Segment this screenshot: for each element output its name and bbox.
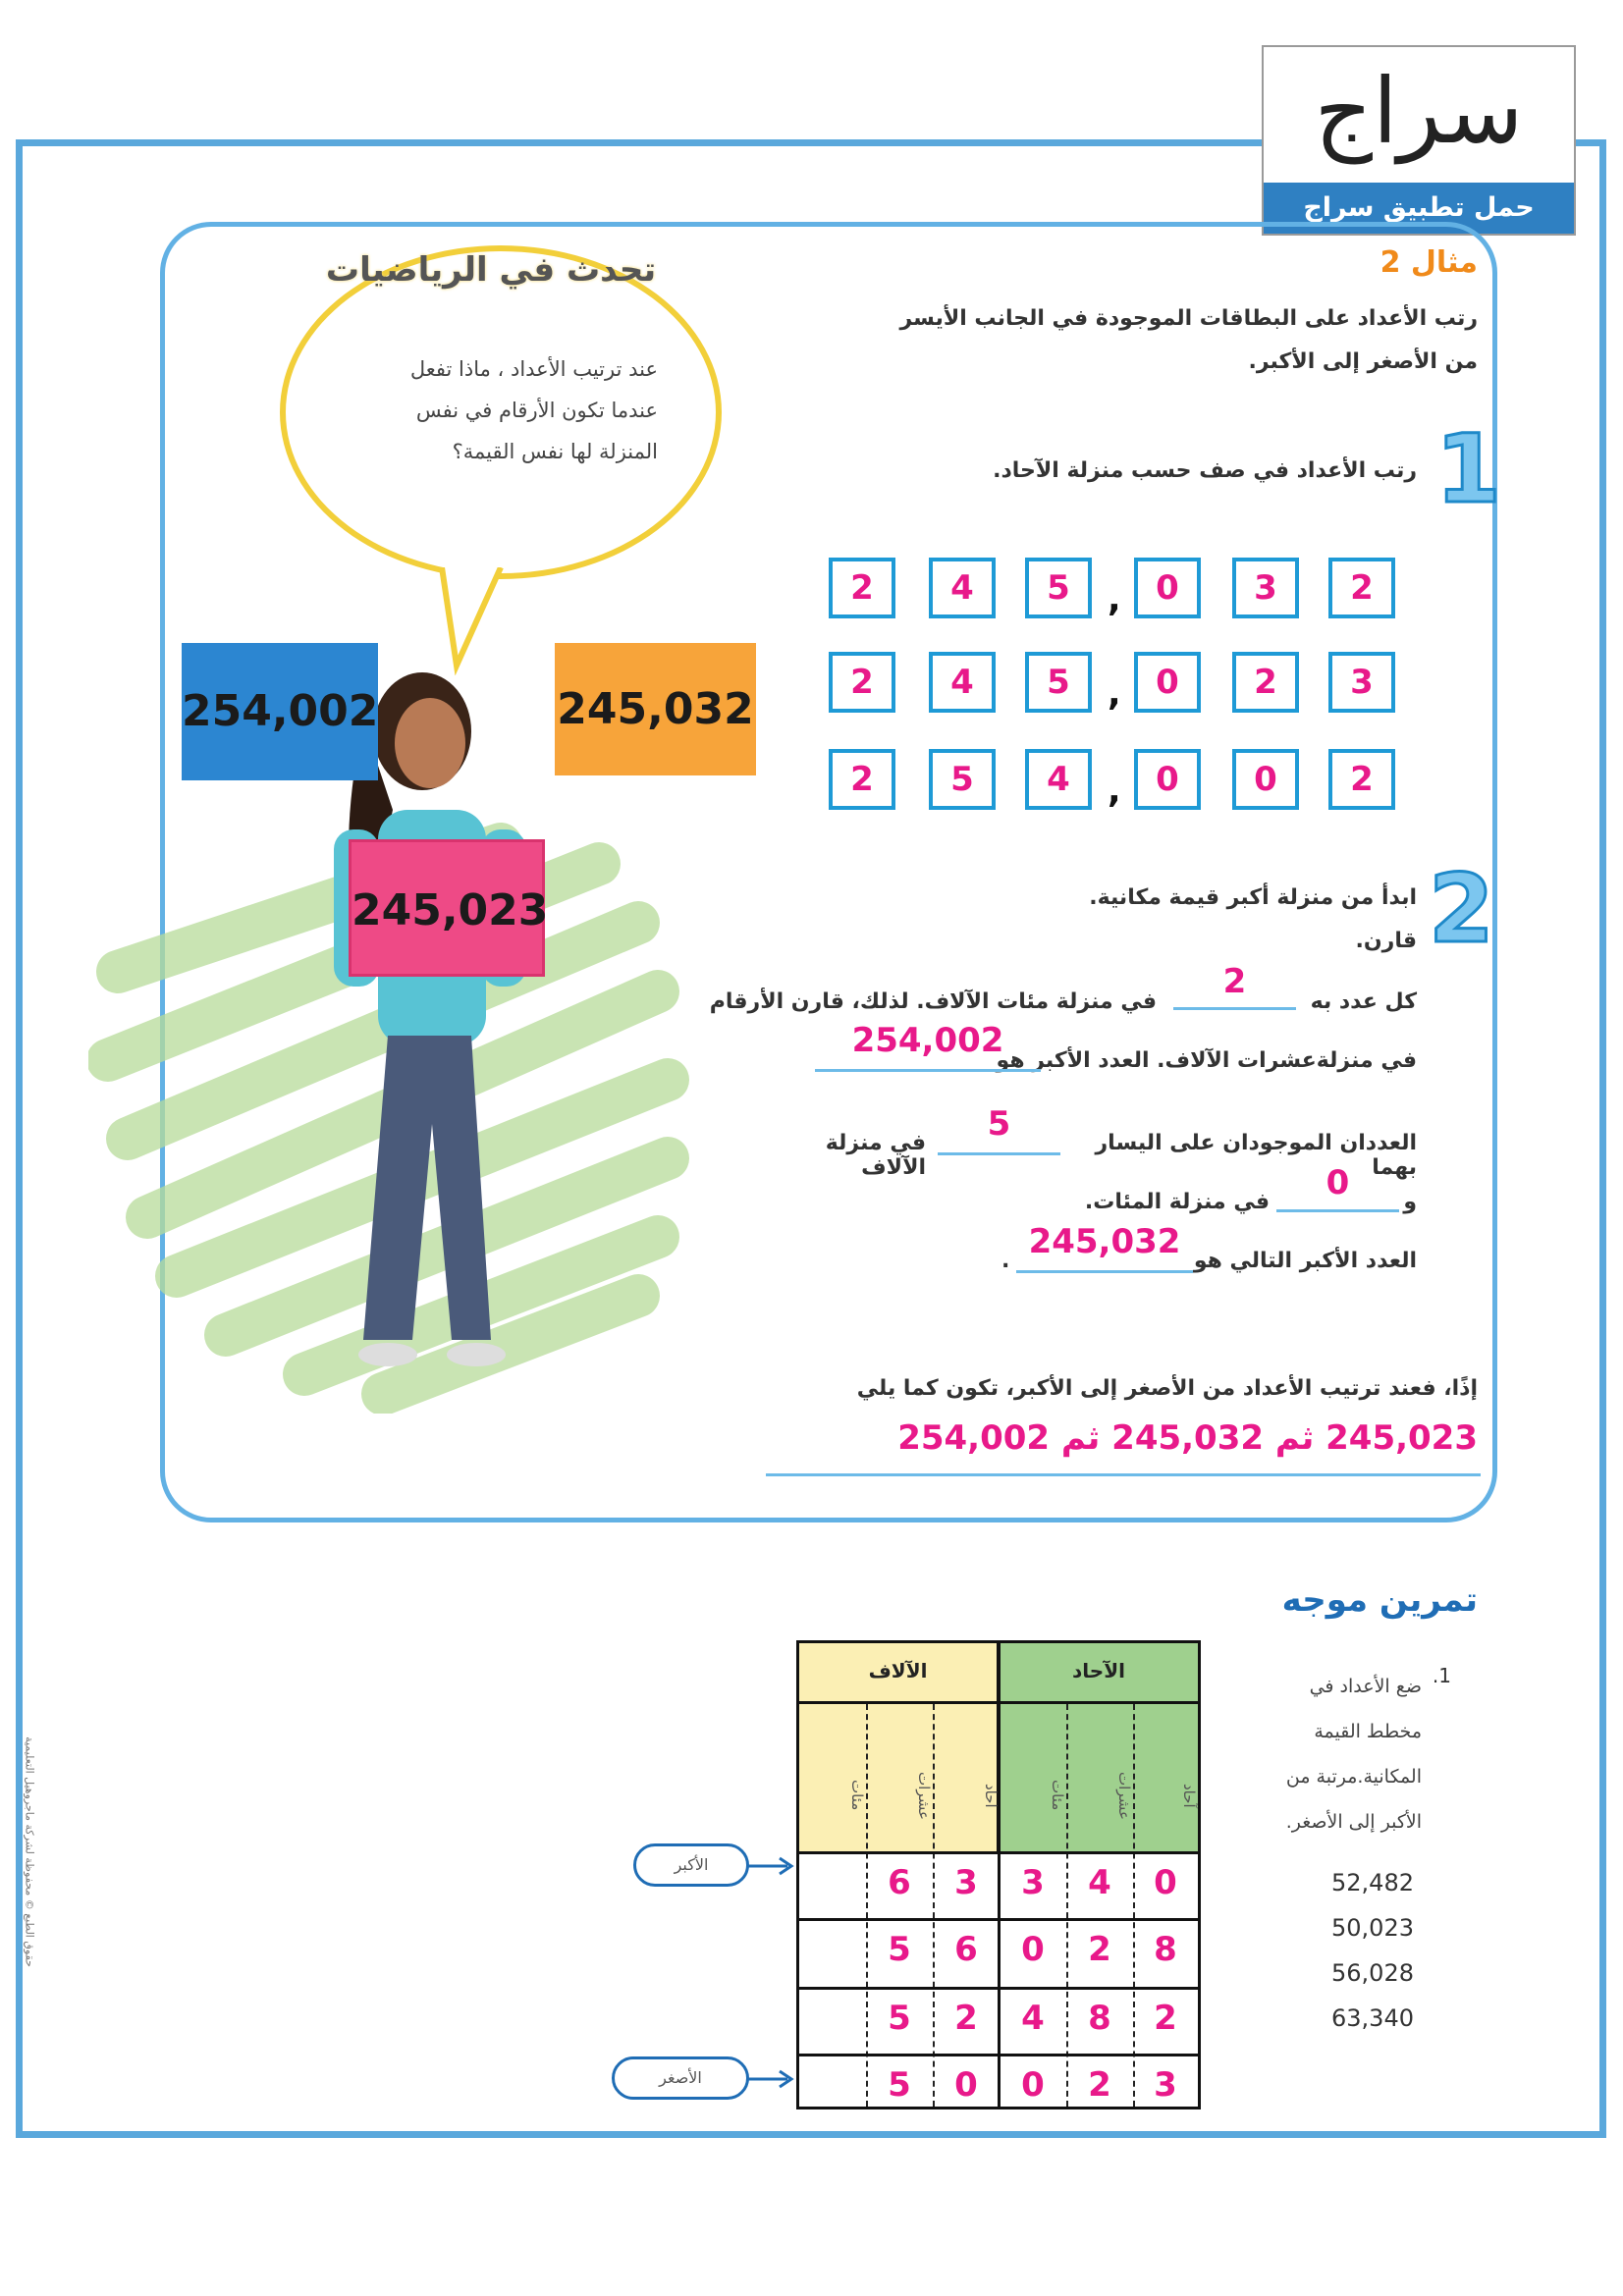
digit-box: 2 [829,558,895,618]
answer-3: 5 [987,1104,1011,1144]
label-least: الأصغر [612,2056,749,2100]
card-pink: 245,023 [349,839,545,977]
table-cell: 0 [954,2065,978,2105]
table-cell: 8 [1088,1999,1111,2038]
guided-title: تمرين موجه [1281,1580,1478,1620]
list-number: 63,340 [1331,2004,1414,2032]
answer-4: 0 [1325,1163,1350,1202]
digit-box: 2 [829,652,895,713]
table-cell: 6 [888,1863,911,1902]
p1-start: كل عدد به [1310,989,1417,1014]
digit-box: 3 [1328,652,1395,713]
arrow-right-icon [748,2068,799,2090]
table-row-divider [799,1987,1198,1990]
digit-box: 0 [1134,749,1201,810]
digit-box: 2 [1232,652,1299,713]
p1-end: في منزلة مئات الآلاف. لذلك، قارن الأرقام [709,989,1157,1014]
column-label: مئات [848,1780,866,1811]
digit-box: 2 [829,749,895,810]
table-cell: 6 [954,1930,978,1969]
p2-text: في منزلةعشرات الآلاف. العدد الأكبر هو [996,1048,1417,1073]
number-list [1296,1860,1414,2041]
logo-word: سراج [1314,59,1524,164]
header-thousands: الآلاف [799,1643,1000,1704]
column-divider [933,1704,935,2107]
question-number: 1. [1432,1664,1451,1687]
table-row-divider [799,1918,1198,1921]
arrow-right-icon [748,1855,799,1877]
conclusion-text: إذًا، فعند ترتيب الأعداد من الأصغر إلى الأكبر، تكون كما يلي [856,1376,1478,1401]
table-cell: 5 [888,2065,911,2105]
copyright-note: حقوق الطبع © محفوظة لشركة ماجروهيل التعليمية [23,1736,36,1967]
step-1-text: رتب الأعداد في صف حسب منزلة الآحاد. [993,458,1417,483]
column-label: آحاد [1180,1783,1198,1808]
blank-1[interactable] [1173,1003,1296,1010]
place-value-table [796,1640,1201,2109]
digit-box: 4 [929,652,996,713]
logo-tagline: حمل تطبيق سراج [1264,183,1574,234]
header-ones: الآحاد [1000,1643,1198,1704]
blank-4[interactable] [1276,1205,1399,1212]
table-cell: 2 [1154,1999,1177,2038]
p3-end: في منزلة الآلاف [825,1131,926,1180]
blank-2[interactable] [815,1065,1041,1072]
digit-box: 5 [1025,558,1092,618]
bubble-title: تحدث في الرياضيات [325,250,657,290]
answer-1: 2 [1222,962,1247,1001]
digit-box: 4 [1025,749,1092,810]
digit-box: 3 [1232,558,1299,618]
digit-box: 2 [1328,558,1395,618]
logo [1262,45,1576,236]
column-label: آحاد [982,1783,1000,1808]
p4-and: و [1403,1190,1417,1214]
list-number: 50,023 [1331,1914,1414,1942]
digit-box: 0 [1134,652,1201,713]
column-divider [1066,1704,1068,2107]
table-cell: 0 [1021,2065,1045,2105]
comma: , [1108,579,1121,619]
step-2-line-2: قارن. [1355,929,1417,953]
step-1-number: 1 [1435,414,1501,524]
step-2-line-1: ابدأ من منزلة أكبر قيمة مكانية. [1089,885,1417,910]
digit-box: 0 [1232,749,1299,810]
answer-2: 254,002 [851,1021,1004,1060]
example-title: مثال 2 [1380,245,1478,280]
label-greatest: الأكبر [633,1843,749,1887]
table-cell: 2 [954,1999,978,2038]
list-number: 52,482 [1331,1869,1414,1896]
table-cell: 2 [1088,2065,1111,2105]
final-blank[interactable] [766,1469,1481,1476]
table-cell: 3 [954,1863,978,1902]
p5-period: . [1001,1249,1010,1273]
table-cell: 5 [888,1999,911,2038]
blank-5[interactable] [1016,1266,1193,1273]
column-label: عشرات [1115,1771,1133,1820]
table-cell: 3 [1021,1863,1045,1902]
answer-5: 245,032 [1028,1222,1181,1261]
table-cell: 0 [1154,1863,1177,1902]
card-orange: 245,032 [555,643,756,775]
table-cell: 2 [1088,1930,1111,1969]
instruction-line-1: رتب الأعداد على البطاقات الموجودة في الجانب الأيسر [899,306,1478,331]
table-cell: 4 [1088,1863,1111,1902]
digit-box: 5 [929,749,996,810]
table-cell: 5 [888,1930,911,1969]
column-label: مئات [1049,1780,1066,1811]
step-2-number: 2 [1429,854,1494,964]
comma: , [1108,771,1121,811]
instruction-line-2: من الأصغر إلى الأكبر. [1248,349,1478,374]
card-blue: 254,002 [182,643,378,780]
bubble-text: عند ترتيب الأعداد ، ماذا تفعل عندما تكون الأرقام في نفس المنزلة لها نفس القيمة؟ [409,357,658,463]
p5-text: العدد الأكبر التالي هو [1193,1249,1417,1273]
table-cell: 8 [1154,1930,1177,1969]
column-label: عشرات [915,1771,933,1820]
table-cell: 4 [1021,1999,1045,2038]
table-row-divider [799,1851,1198,1854]
table-row-divider [799,2054,1198,2056]
column-divider [1133,1704,1135,2107]
final-order: 245,023 ثم 245,032 ثم 254,002 [897,1418,1478,1458]
bubble-tail [437,567,506,675]
p3-start: العددان الموجودان على اليسار بهما [1095,1131,1417,1180]
list-number: 56,028 [1331,1959,1414,1987]
column-divider [866,1704,868,2107]
comma: , [1108,673,1121,714]
question-text: ضع الأعداد في مخطط القيمة المكانية.مرتبة من الأكبر إلى الأصغر. [1285,1676,1422,1833]
p4-end: في منزلة المئات. [1084,1190,1270,1214]
table-cell: 0 [1021,1930,1045,1969]
blank-3[interactable] [938,1148,1060,1155]
digit-box: 5 [1025,652,1092,713]
digit-box: 4 [929,558,996,618]
digit-box: 0 [1134,558,1201,618]
digit-box: 2 [1328,749,1395,810]
table-cell: 3 [1154,2065,1177,2105]
